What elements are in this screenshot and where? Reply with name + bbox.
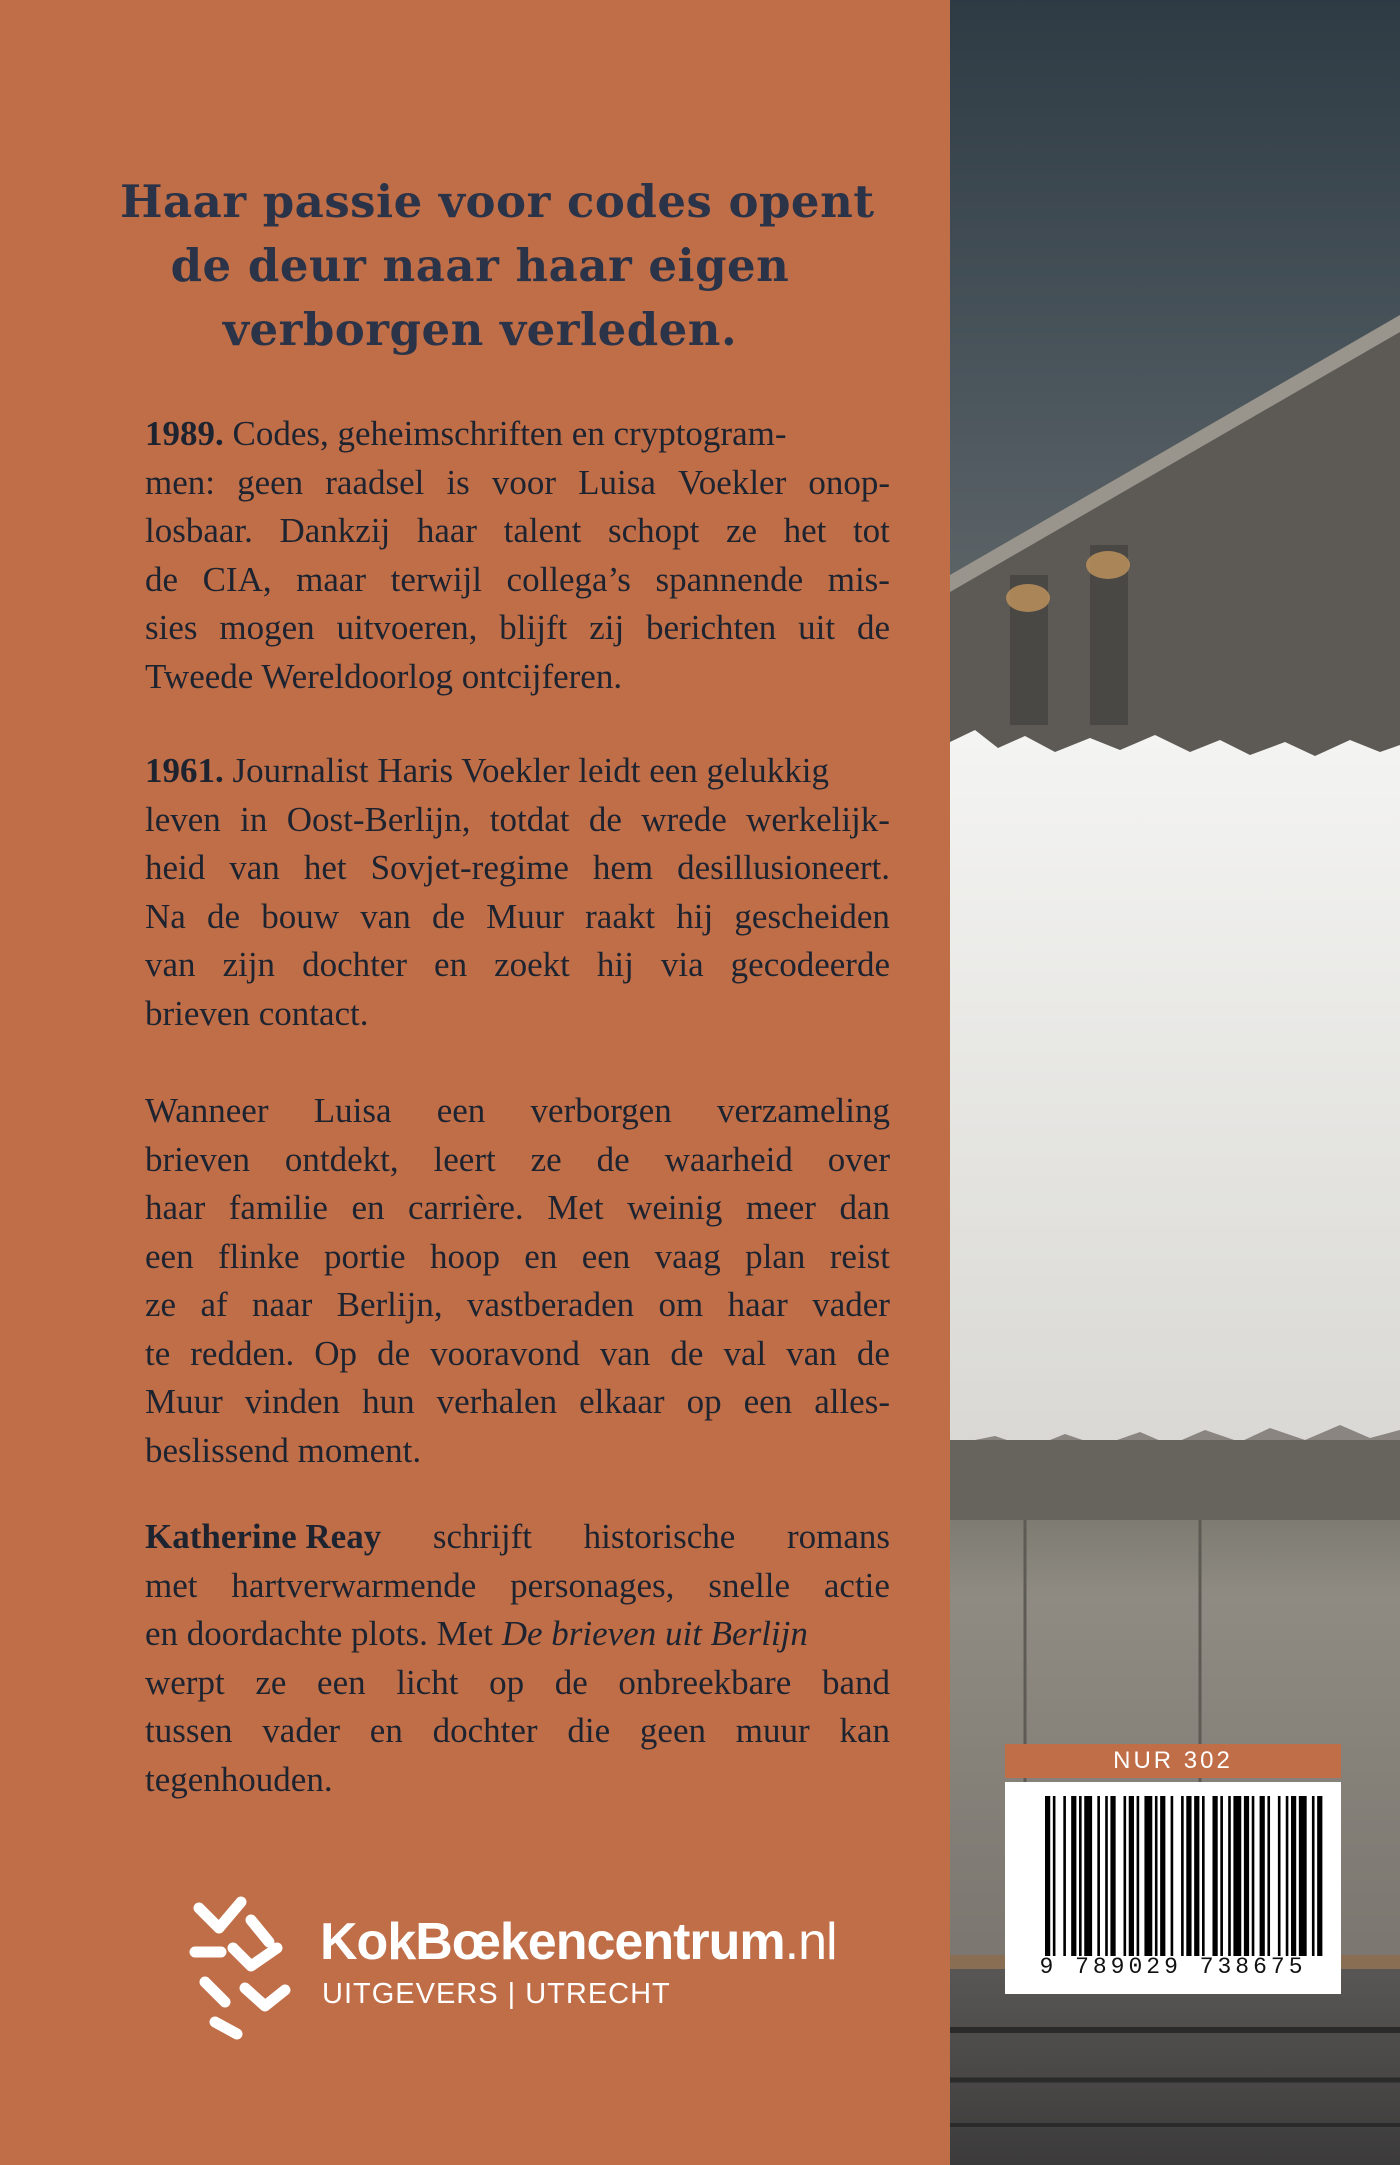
barcode-bar [1244, 1796, 1249, 1956]
word: een [436, 1091, 486, 1130]
word: raakt [585, 896, 656, 936]
word: de [554, 1662, 588, 1702]
word: in [240, 799, 268, 839]
barcode-bar [1084, 1796, 1092, 1956]
word: Dankzij [279, 511, 391, 550]
word: ontdekt, [284, 1139, 399, 1179]
text-line [145, 1087, 890, 1136]
publisher-logo [185, 1890, 905, 2040]
word: tot [852, 511, 890, 550]
word: die [567, 1711, 611, 1750]
text-line [145, 1378, 890, 1427]
text-line [145, 1330, 890, 1379]
word: de [377, 1333, 411, 1373]
word: Tweede Wereldoorlog ontcijferen. [145, 656, 623, 696]
tagline-line: Haar passie voor codes opent [120, 175, 875, 228]
text-line [145, 410, 890, 459]
barcode-bar [1144, 1796, 1152, 1956]
word: blijft [499, 608, 568, 647]
word: terwijl [390, 559, 482, 599]
light-glow [1006, 584, 1050, 612]
word: voor [491, 462, 557, 502]
barcode-bar [1202, 1796, 1205, 1956]
barcode-bar [1299, 1796, 1307, 1956]
text-line [145, 1610, 890, 1659]
word: de [207, 896, 241, 936]
barcode-bar [1260, 1796, 1265, 1956]
word: uitvoeren, [336, 608, 478, 647]
barcode-bar [1291, 1796, 1296, 1956]
word: de [856, 1333, 890, 1373]
word: licht [396, 1662, 459, 1702]
word: mogen [219, 608, 315, 647]
text-run: en doordachte plots. Met [145, 1614, 502, 1653]
word: plan [745, 1236, 806, 1276]
word: talent [503, 511, 582, 550]
word: gecodeerde [730, 945, 890, 984]
word: werpt [145, 1662, 225, 1702]
word: beslissend moment. [145, 1430, 422, 1470]
word: muur [735, 1711, 810, 1750]
word: dochter [432, 1711, 538, 1750]
barcode-bar [1267, 1796, 1270, 1956]
word: Met [547, 1188, 604, 1227]
word: Luisa [313, 1091, 392, 1130]
word: carrière. [408, 1188, 524, 1227]
word: vastberaden [466, 1285, 635, 1324]
text-line [145, 844, 890, 893]
text-line [145, 893, 890, 942]
barcode-bar [1286, 1796, 1289, 1956]
word: te [145, 1333, 171, 1373]
word: portie [323, 1236, 406, 1276]
word: hun [362, 1382, 415, 1421]
word: berichten [646, 608, 777, 647]
year-label: 1961. [145, 751, 224, 790]
tagline-line: verborgen verleden. [222, 303, 738, 356]
word: over [827, 1139, 890, 1179]
word: meer [745, 1188, 816, 1227]
tagline [120, 170, 875, 362]
word: een [317, 1662, 366, 1702]
word: waarheid [664, 1139, 793, 1179]
word: Berlijn, [336, 1285, 443, 1324]
word: met [145, 1565, 198, 1605]
word: van [145, 945, 196, 984]
word: romans [786, 1517, 890, 1556]
word: van [786, 1333, 837, 1373]
text-line [145, 1136, 890, 1185]
word: zoekt [494, 945, 570, 984]
word: de [431, 896, 465, 936]
barcode-bar [1278, 1796, 1281, 1956]
word: sies [145, 608, 198, 647]
barcode-bar [1171, 1796, 1174, 1956]
publisher-name-tld: .nl [784, 1913, 837, 1971]
word: Sovjet-regime [370, 848, 569, 887]
word: Muur [486, 896, 564, 936]
word: leven [145, 799, 221, 839]
word: vader [812, 1285, 890, 1324]
word: Muur [145, 1382, 223, 1421]
nur-code-label: NUR 302 [1005, 1744, 1341, 1778]
word: heid [145, 848, 206, 887]
word: alles- [814, 1382, 890, 1421]
barcode-bar [1160, 1796, 1165, 1956]
barcode-bar [1155, 1796, 1158, 1956]
word: op [489, 1662, 525, 1702]
word: geen [639, 1711, 706, 1750]
word: het [303, 848, 347, 887]
barcode-bar [1097, 1796, 1100, 1956]
book-title: De brieven uit Berlijn [501, 1614, 808, 1653]
word: men: [145, 462, 215, 502]
barcode-bar [1233, 1796, 1241, 1956]
word: en [524, 1236, 558, 1276]
word: band [821, 1662, 890, 1702]
barcode-bar [1063, 1796, 1066, 1956]
word: een [145, 1236, 194, 1276]
word: schopt [607, 511, 700, 550]
word: vader [262, 1711, 341, 1750]
word: brieven [145, 1139, 250, 1179]
word: desillusioneert. [677, 848, 890, 887]
word: Luisa [578, 462, 656, 502]
barcode-bar [1181, 1796, 1184, 1956]
word: kan [839, 1711, 890, 1750]
barcode-bar [1220, 1796, 1223, 1956]
word: haar [416, 511, 478, 550]
word: bouw [261, 896, 340, 936]
word: reist [829, 1236, 890, 1276]
text-line [145, 556, 890, 605]
word: raadsel [325, 462, 425, 502]
word: uit [798, 608, 836, 647]
word: elkaar [579, 1382, 665, 1421]
word: haar [727, 1285, 788, 1324]
word: haar [145, 1188, 206, 1227]
text-line [145, 1707, 890, 1756]
barcode-bar [1252, 1796, 1255, 1956]
word: redden. [190, 1333, 295, 1373]
word: maar [296, 559, 367, 599]
word: Oost-Berlijn, [286, 799, 471, 839]
text-run: Journalist Haris Voekler leidt een gelukkig [223, 751, 830, 790]
word: hoop [429, 1236, 500, 1276]
text-run: Codes, geheimschriften en cryptogram- [223, 414, 787, 453]
word: via [660, 945, 704, 984]
barcode-bar [1317, 1796, 1322, 1956]
word: de [596, 1139, 630, 1179]
barcode-bar [1110, 1796, 1115, 1956]
word: geen [237, 462, 304, 502]
tagline-line: de deur naar haar eigen [170, 239, 790, 292]
word: tegenhouden. [145, 1759, 333, 1799]
word: van [229, 848, 280, 887]
text-line [145, 1233, 890, 1282]
word: zijn [222, 945, 276, 984]
word: schrijft [432, 1517, 532, 1556]
year-label: 1989. [145, 414, 224, 453]
word: onop- [808, 462, 890, 502]
word: ze [255, 1662, 287, 1702]
word: spannende [655, 559, 804, 599]
text-line [145, 1562, 890, 1611]
word: verzameling [717, 1091, 890, 1130]
word: werkelijk- [746, 799, 890, 839]
barcode-bar [1312, 1796, 1315, 1956]
word: mis- [827, 559, 890, 599]
text-line [145, 604, 890, 653]
word: hij [676, 896, 714, 936]
text-line [145, 653, 890, 702]
word: Voekler [678, 462, 787, 502]
word: personages, [510, 1565, 675, 1605]
light-glow [1086, 551, 1130, 579]
text-line [145, 747, 890, 796]
word: ze [725, 511, 758, 550]
word: van [360, 896, 411, 936]
word: het [783, 511, 827, 550]
text-line [145, 1281, 890, 1330]
word: en [351, 1188, 385, 1227]
word: CIA, [202, 559, 272, 599]
barcode-bar [1186, 1796, 1191, 1956]
word: een [581, 1236, 631, 1276]
word: Na [145, 896, 186, 936]
word: Wanneer [145, 1091, 269, 1130]
barcode-bar [1212, 1796, 1217, 1956]
publisher-subtitle: UITGEVERS | UTRECHT [322, 1978, 671, 2010]
word: de [670, 1333, 704, 1373]
word: de [856, 608, 890, 647]
text-line [145, 1513, 890, 1562]
word: losbaar. [145, 511, 253, 550]
author-name: Katherine Reay [145, 1517, 382, 1556]
word: vinden [244, 1382, 341, 1421]
word: vooravond [430, 1333, 580, 1373]
word: ze [530, 1139, 562, 1179]
text-line [145, 1184, 890, 1233]
word: van [599, 1333, 651, 1373]
blurb-paragraph-luisa [145, 1087, 890, 1475]
word: en [369, 1711, 403, 1750]
publisher-name [320, 1912, 837, 1972]
text-line [145, 796, 890, 845]
word: brieven contact. [145, 993, 369, 1033]
barcode-bar [1228, 1796, 1231, 1956]
text-line [145, 990, 890, 1039]
word: dan [839, 1188, 890, 1227]
word: vaag [654, 1236, 721, 1276]
word: zij [589, 608, 625, 647]
word: hartverwarmende [231, 1565, 477, 1605]
barcode-bar [1053, 1796, 1056, 1956]
word: een [743, 1382, 793, 1421]
word: weinig [627, 1188, 723, 1227]
word: flinke [217, 1236, 300, 1276]
word: onbreekbare [618, 1662, 792, 1702]
word: gescheiden [734, 896, 890, 936]
word: op [686, 1382, 722, 1421]
word: ze [145, 1285, 177, 1324]
barcode-bars [1045, 1796, 1325, 1956]
word: collega’s [506, 559, 631, 599]
word: leert [433, 1139, 496, 1179]
word: val [723, 1333, 767, 1373]
text-line [145, 941, 890, 990]
word: wrede [641, 799, 727, 839]
text-line [145, 1756, 890, 1805]
barcode-bar [1129, 1796, 1134, 1956]
barcode-bar [1137, 1796, 1140, 1956]
word: af [200, 1285, 228, 1324]
barcode-bar [1071, 1796, 1076, 1956]
text-line [145, 1427, 890, 1476]
text-line [145, 459, 890, 508]
text-line [145, 507, 890, 556]
text-line [145, 1659, 890, 1708]
word: hem [592, 848, 654, 887]
blurb-paragraph-1961 [145, 747, 890, 1038]
word: Op [314, 1333, 358, 1373]
word: actie [823, 1565, 890, 1605]
torn-paper [950, 730, 1400, 1448]
word: totdat [489, 799, 570, 839]
barcode-bar [1194, 1796, 1199, 1956]
word: de [588, 799, 622, 839]
word: hij [596, 945, 634, 984]
word: historische [583, 1517, 736, 1556]
barcode-bar [1124, 1796, 1127, 1956]
word: de [145, 559, 179, 599]
word: is [446, 462, 470, 502]
barcode-bar [1105, 1796, 1108, 1956]
word: tussen [145, 1711, 233, 1750]
publisher-mark-icon [185, 1890, 295, 2040]
word: naar [252, 1285, 313, 1324]
word: verhalen [436, 1382, 558, 1421]
publisher-name-main: KokBœkencentrum [320, 1913, 785, 1971]
isbn-barcode [1005, 1782, 1341, 1994]
blurb-paragraph-1989 [145, 410, 890, 701]
word: snelle [708, 1565, 790, 1605]
word: verborgen [530, 1091, 672, 1130]
word: om [658, 1285, 704, 1324]
word: dochter [302, 945, 408, 984]
wall-top [950, 1440, 1400, 1520]
isbn-number: 9 789029 738675 [1039, 1954, 1307, 1980]
author-bio-paragraph [145, 1513, 890, 1804]
barcode-bar [1079, 1796, 1082, 1956]
word: familie [228, 1188, 328, 1227]
barcode-bar [1045, 1796, 1050, 1956]
word: en [434, 945, 468, 984]
